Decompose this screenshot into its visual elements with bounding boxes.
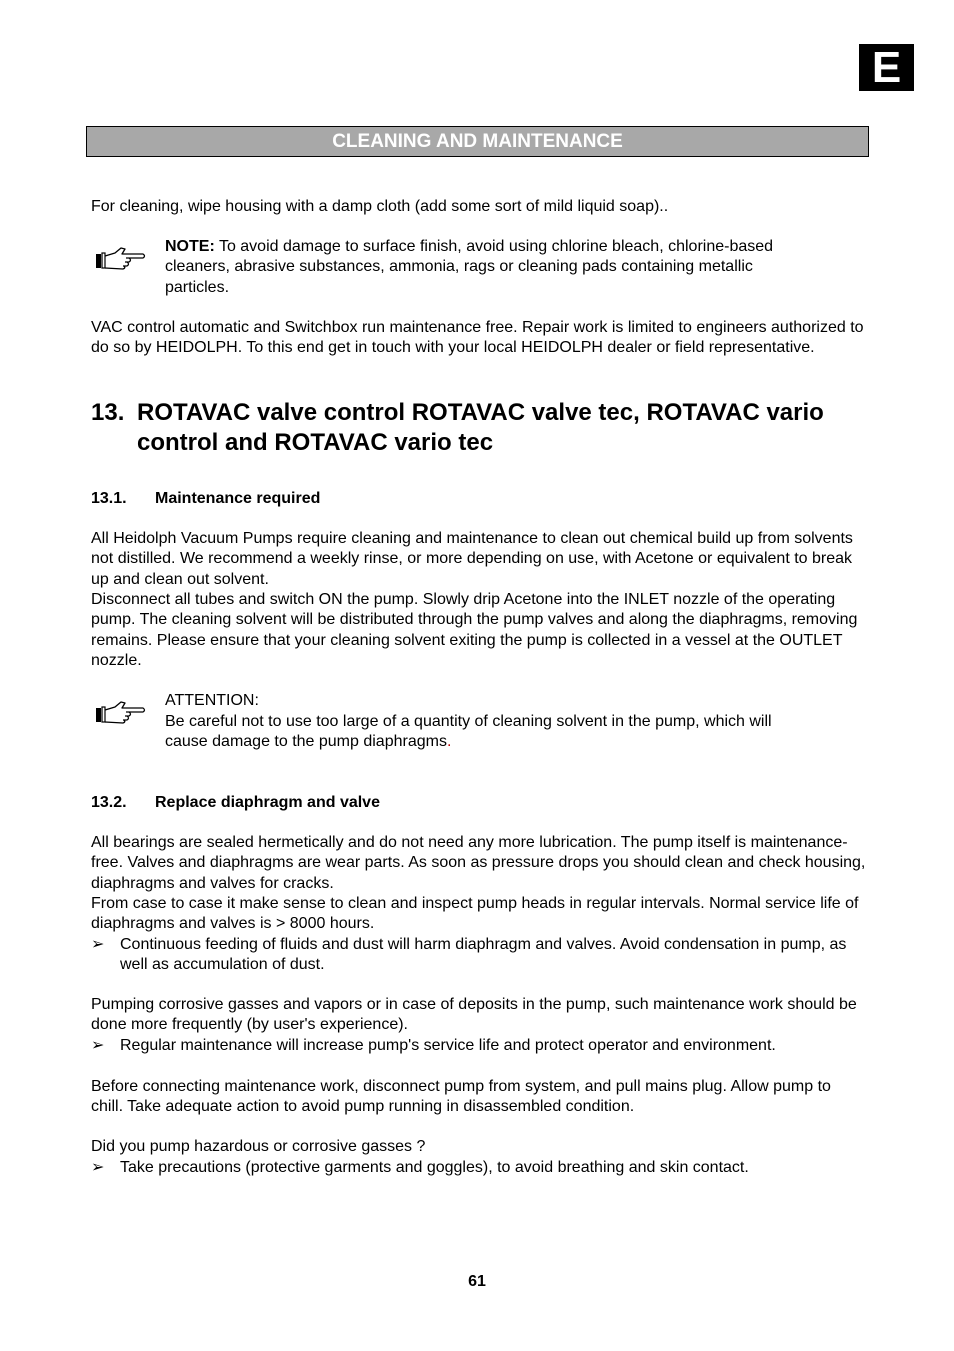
pointing-hand-icon xyxy=(95,698,147,728)
maintenance-paragraph-1: All Heidolph Vacuum Pumps require cleaning and maintenance to clean out chemical build up from solvents not distilled. We recommend a weekly rinse, or more depending on use, with Acetone or equivalent to break up and clean out solvent. xyxy=(91,530,853,588)
bullet-arrow-icon: ➢ xyxy=(91,936,105,953)
pointing-hand-icon xyxy=(95,244,147,274)
page-number: 61 xyxy=(468,1273,486,1290)
maintenance-paragraph-2: Disconnect all tubes and switch ON the pump. Slowly drip Acetone into the INLET nozzle of the operating pump. The cleaning solvent will be distributed through the pump valves and along the diaphragms, removing remains. Please ensure that your cleaning solvent exiting the pump is collected in a vessel at the OUTLET nozzle. xyxy=(91,591,858,670)
section-13-number: 13. xyxy=(91,399,125,426)
attention-label: ATTENTION: xyxy=(165,692,259,709)
section-13-1-heading xyxy=(91,489,320,509)
diaphragm-paragraph-2: From case to case it make sense to clean and inspect pump heads in regular intervals. Normal service life of diaphragms and valves is > 8000 hours. xyxy=(91,895,859,933)
section-13-2-number: 13.2. xyxy=(91,794,127,811)
bullet-text: Regular maintenance will increase pump's service life and protect operator and environment. xyxy=(120,1037,776,1054)
bullet-item xyxy=(91,935,866,976)
diaphragm-paragraph-3: Pumping corrosive gasses and vapors or in case of deposits in the pump, such maintenance work should be done more frequently (by user's experience). xyxy=(91,996,857,1034)
attention-text xyxy=(165,712,815,753)
note-label: NOTE: xyxy=(165,238,215,255)
bullet-item xyxy=(91,1158,866,1178)
section-13-2-heading xyxy=(91,793,380,813)
diaphragm-paragraph-4: Before connecting maintenance work, disconnect pump from system, and pull mains plug. Allow pump to chill. Take adequate action to avoid pump running in disassembled condition. xyxy=(91,1078,831,1116)
intro-paragraph: For cleaning, wipe housing with a damp cloth (add some sort of mild liquid soap).. xyxy=(91,198,669,215)
section-13-heading xyxy=(91,398,871,458)
bullet-text: Continuous feeding of fluids and dust will harm diaphragm and valves. Avoid condensation in pump, as well as accumulation of dust. xyxy=(120,936,847,974)
attention-body: Be careful not to use too large of a quantity of cleaning solvent in the pump, which will cause damage to the pump diaphragms xyxy=(165,713,772,751)
bullet-arrow-icon: ➢ xyxy=(91,1037,105,1054)
maintenance-free-paragraph: VAC control automatic and Switchbox run maintenance free. Repair work is limited to engineers authorized to do so by HEIDOLPH. To this end get in touch with your local HEIDOLPH dealer or field representative. xyxy=(91,319,864,357)
section-13-1-title: Maintenance required xyxy=(155,490,321,507)
note-text xyxy=(165,237,815,298)
bullet-arrow-icon: ➢ xyxy=(91,1159,105,1176)
diaphragm-paragraph-1: All bearings are sealed hermetically and do not need any more lubrication. The pump itself is maintenance-free. Valves and diaphragms are wear parts. As soon as pressure drops you should clean and check housing, diaphragms and valves for cracks. xyxy=(91,834,866,892)
note-body: To avoid damage to surface finish, avoid using chlorine bleach, chlorine-based cleaners, abrasive substances, ammonia, rags or cleaning pads containing metallic particles. xyxy=(165,238,774,296)
diaphragm-paragraph-5: Did you pump hazardous or corrosive gasses ? xyxy=(91,1138,426,1155)
bullet-item xyxy=(91,1036,866,1056)
section-13-1-number: 13.1. xyxy=(91,490,127,507)
bullet-text: Take precautions (protective garments and goggles), to avoid breathing and skin contact. xyxy=(120,1159,749,1176)
language-tab: E xyxy=(859,44,914,91)
section-banner: CLEANING AND MAINTENANCE xyxy=(86,126,869,157)
section-13-2-title: Replace diaphragm and valve xyxy=(155,794,380,811)
section-13-title: ROTAVAC valve control ROTAVAC valve tec, ROTAVAC vario control and ROTAVAC vario tec xyxy=(137,399,824,456)
attention-period: . xyxy=(446,733,452,751)
